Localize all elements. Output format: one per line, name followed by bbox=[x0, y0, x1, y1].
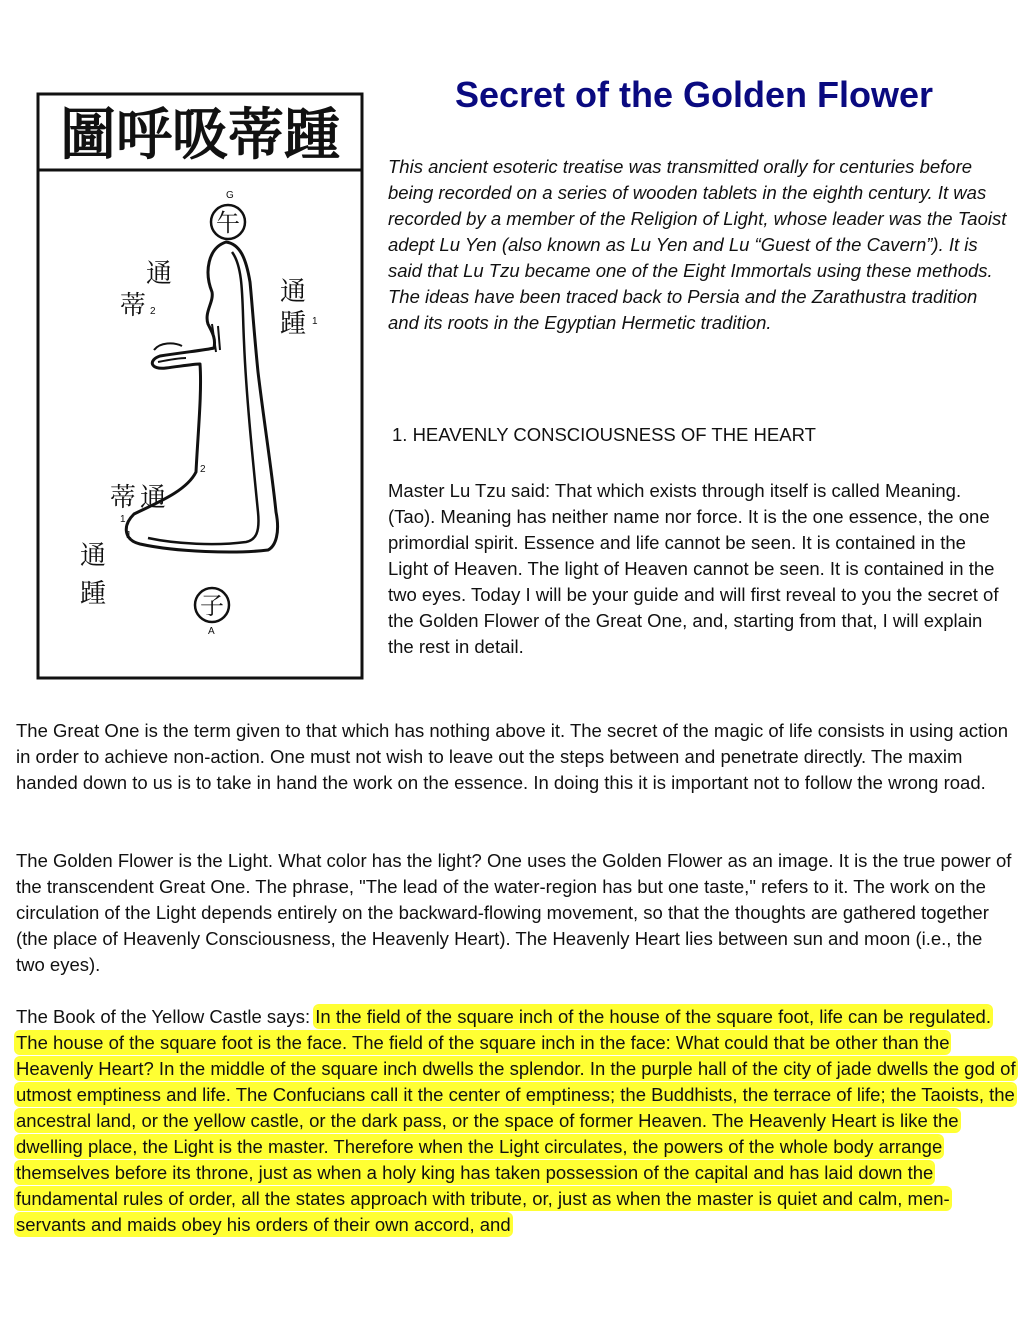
yellow-castle-intro: The Book of the Yellow Castle says: bbox=[16, 1006, 316, 1027]
figure-title-chars: 圖呼吸蒂踵 bbox=[60, 102, 340, 168]
intro-paragraph: This ancient esoteric treatise was transmitted orally for centuries before being recorded on a series of wooden tablets in the eighth century. It was recorded by a member of the Religion of Light, whose leader was the Taoist adept Lu Yen (also known as Lu Yen and Lu “Guest of the Cavern”). It is said that Lu Tzu became one of the Eight Immortals using these methods. The ideas have been traced back to Persia and the Zarathustra tradition and its roots in the Egyptian Hermetic tradition. bbox=[388, 156, 1007, 333]
left-upper-char-1: 通 bbox=[146, 259, 173, 289]
right-upper-num: 1 bbox=[312, 316, 318, 327]
figure-top-label: G bbox=[226, 190, 234, 201]
page-title: Secret of the Golden Flower bbox=[454, 74, 934, 115]
great-one-paragraph: The Great One is the term given to that which has nothing above it. The secret of the magic of life consists in using action in order to achieve non-action. One must not wish to leave out the steps between and penetrate directly. The maxim handed down to us is to take in hand the work on the essence. In doing this it is important not to follow the wrong road. bbox=[16, 720, 1008, 793]
section-heading: 1. HEAVENLY CONSCIOUSNESS OF THE HEART bbox=[392, 424, 816, 445]
top-circle-char: 午 bbox=[216, 209, 240, 237]
bottom-circle-char: 子 bbox=[200, 592, 224, 620]
meditation-figure-illustration bbox=[36, 92, 364, 680]
right-upper-char-1: 通 bbox=[280, 277, 307, 307]
lower-num-seat: 1 bbox=[126, 530, 132, 541]
figure-bottom-label: A bbox=[208, 626, 215, 637]
highlighted-passage: In the field of the square inch of the house of the square foot, life can be regulated. The house of the square foot is the face. The field of the square inch in the face: What could that be other than the Heavenly Heart? In the middle of the square inch dwells the splendor. In the purple hall of the city of jade dwells the god of utmost emptiness and life. The Confucians call it the center of emptiness; the Buddhists, the terrace of life; the Taoists, the ancestral land, or the yellow castle, or the dark pass, or the space of former Heaven. The Heavenly Heart is like the dwelling place, the Light is the master. Therefore when the Light circulates, the powers of the whole body arrange themselves before its throne, just as when a holy king has taken possession of the capital and has laid down the fundamental rules of order, all the states approach with tribute, or, just as when the master is quiet and calm, men-servants and maids obey his orders of their own accord, and bbox=[16, 1006, 1016, 1235]
mid-num-spine: 2 bbox=[200, 464, 206, 475]
lower-left-char-2: 踵 bbox=[80, 579, 107, 609]
golden-flower-paragraph: The Golden Flower is the Light. What color has the light? One uses the Golden Flower as an image. It is the true power of the transcendent Great One. The phrase, "The lead of the water-region has but one taste," refers to it. The work on the circulation of the Light depends entirely on the backward-flowing movement, so that the thoughts are gathered together (the place of Heavenly Consciousness, the Heavenly Heart). The Heavenly Heart lies between sun and moon (i.e., the two eyes). bbox=[16, 850, 1012, 975]
mid-num-left: 1 bbox=[120, 514, 126, 525]
mid-char-2: 通 bbox=[140, 483, 167, 513]
left-upper-num: 2 bbox=[150, 306, 156, 317]
mid-char-1: 蒂 bbox=[110, 483, 137, 513]
yellow-castle-paragraph bbox=[16, 1004, 1016, 1238]
right-upper-char-2: 踵 bbox=[280, 309, 307, 339]
master-lu-tzu-paragraph: Master Lu Tzu said: That which exists through itself is called Meaning. (Tao). Meaning has neither name nor force. It is the one essence, the one primordial spirit. Essence and life cannot be seen. It is contained in the Light of Heaven. The light of Heaven cannot be seen. It is contained in the two eyes. Today I will be your guide and will first reveal to you the secret of the Golden Flower of the Great One, and, starting from that, I will explain the rest in detail. bbox=[388, 480, 999, 657]
lower-left-char-1: 通 bbox=[80, 541, 107, 571]
left-upper-char-2: 蒂 bbox=[120, 291, 147, 321]
